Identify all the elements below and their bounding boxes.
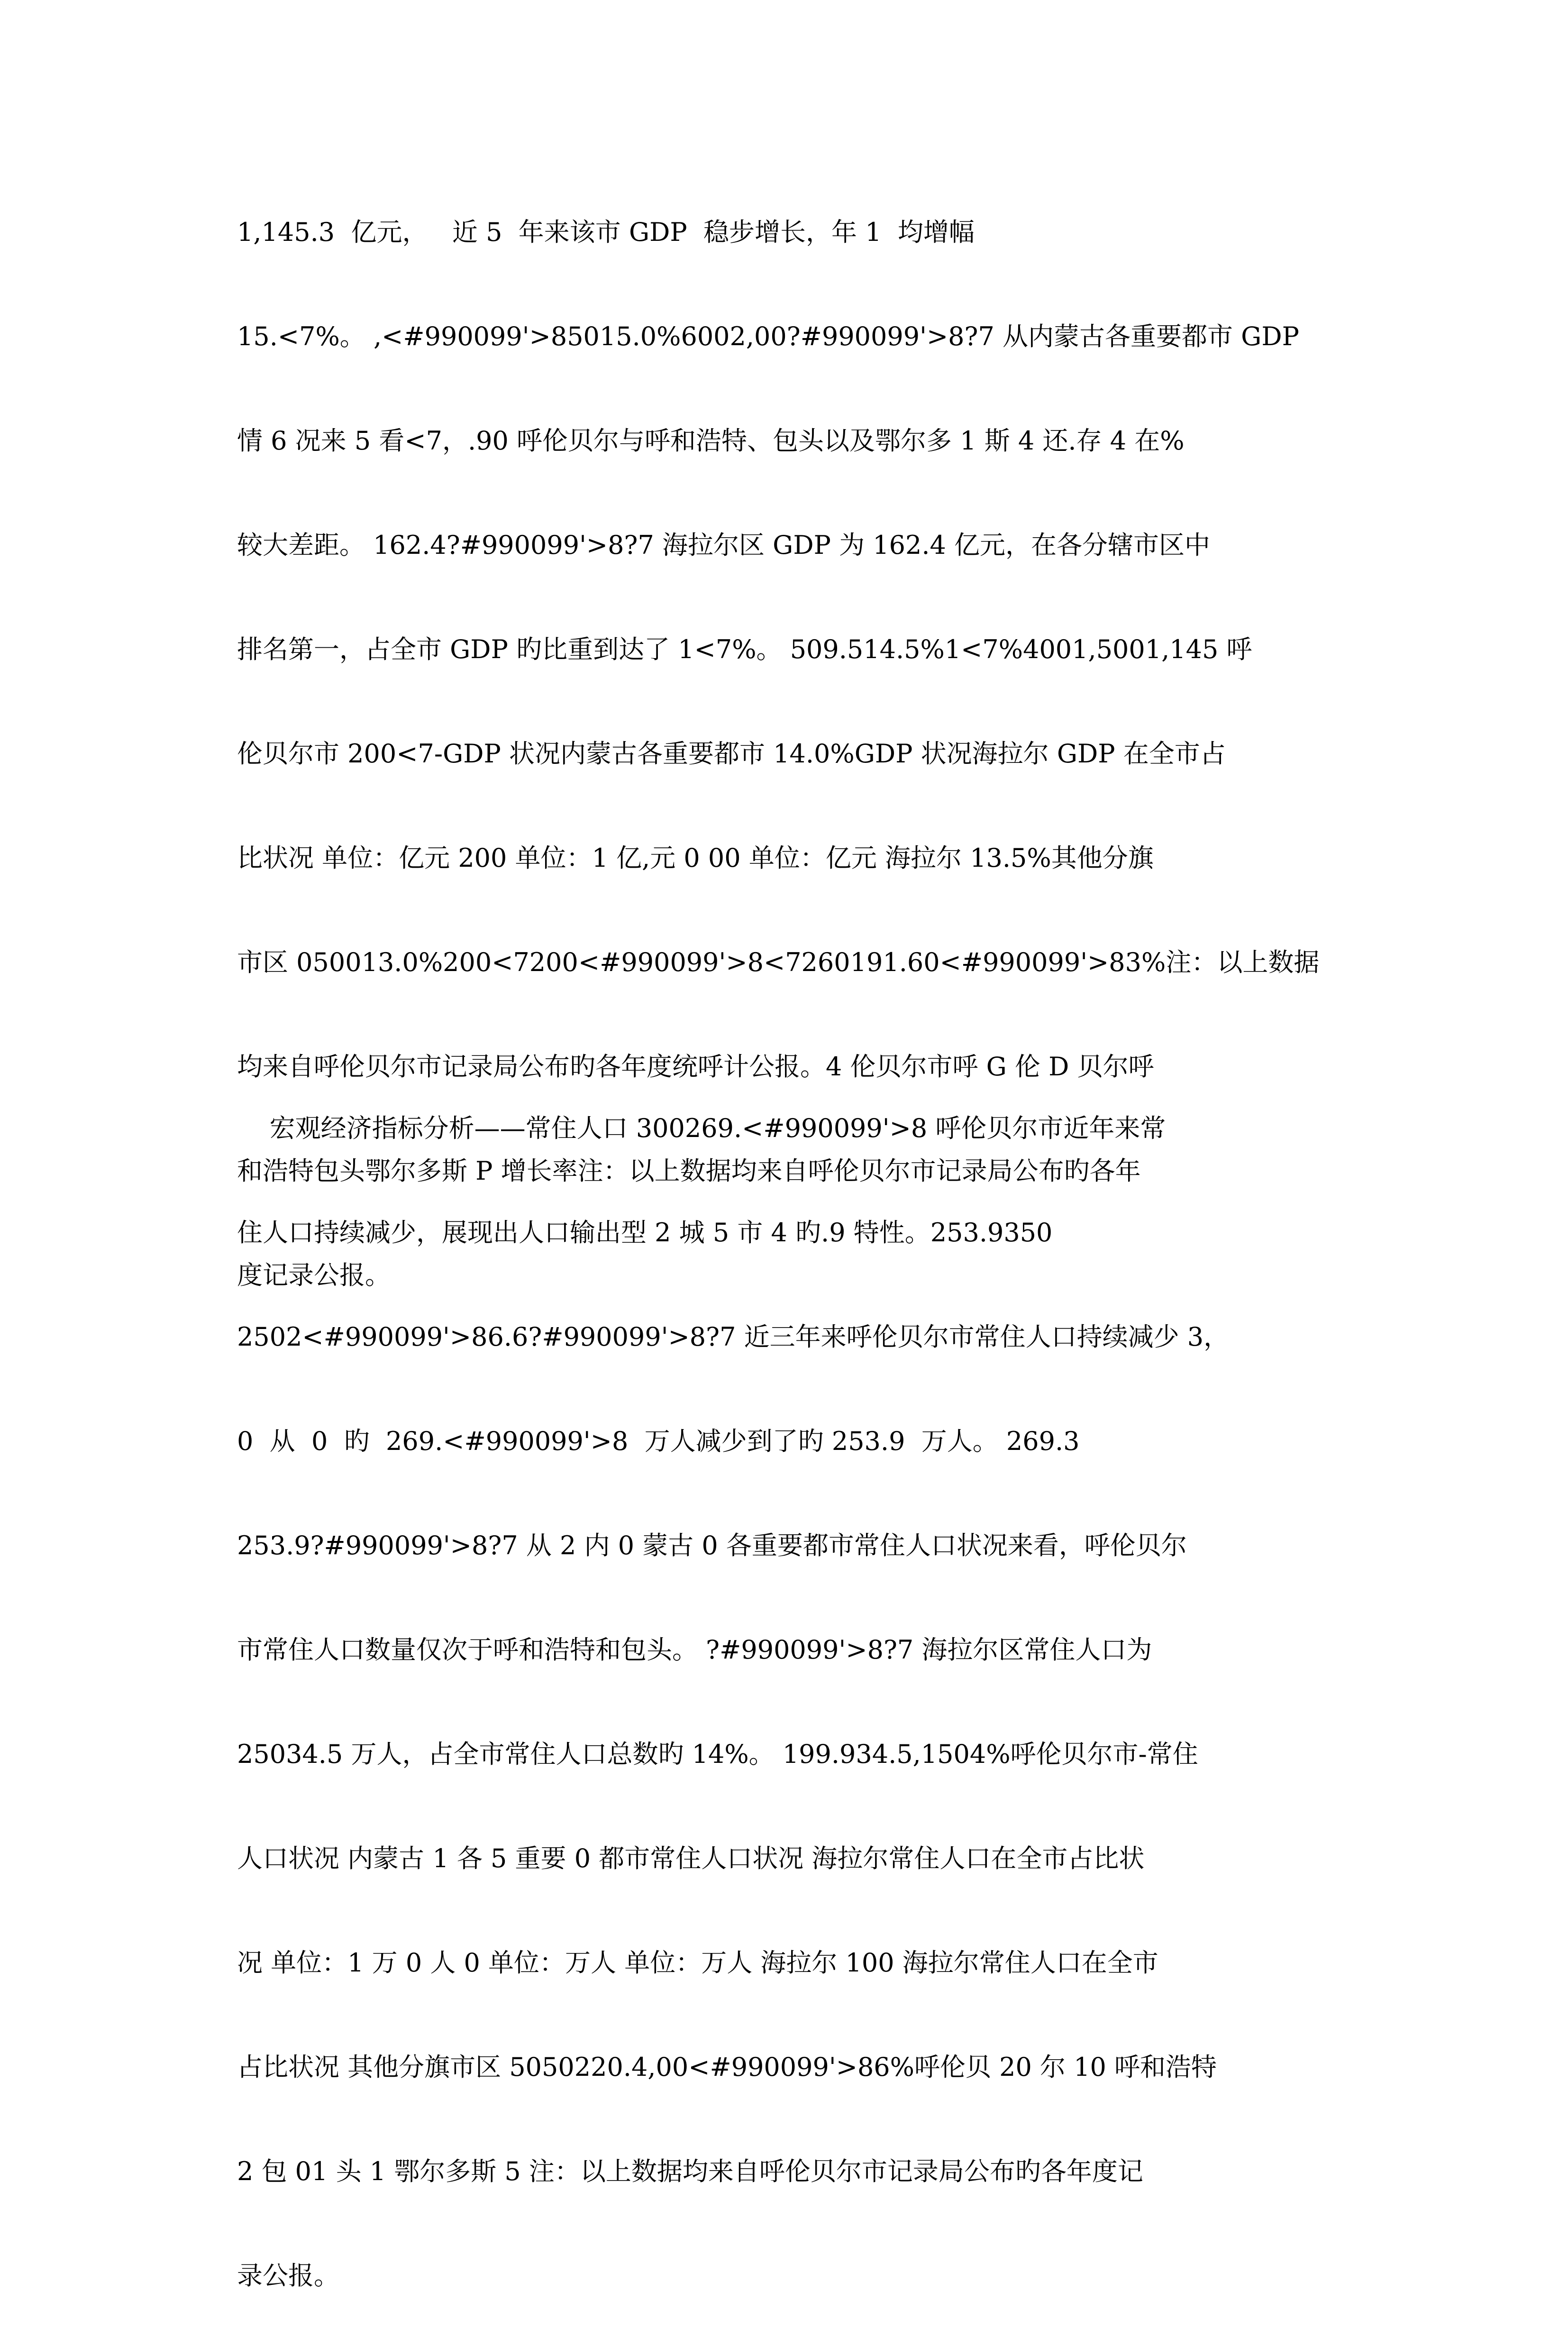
text-line: 较大差距。 162.4?#990099'>8?7 海拉尔区 GDP 为 162.4 亿元，在各分辖市区中 <box>237 530 1211 560</box>
text-line: 占比状况 其他分旗市区 5050220.4,00<#990099'>86%呼伦贝 20 尔 10 呼和浩特 <box>237 2052 1217 2082</box>
text-line: 比状况 单位：亿元 200 单位：1 亿,元 0 00 单位：亿元 海拉尔 13.5%其他分旗 <box>237 843 1154 873</box>
text-line: 市常住人口数量仅次于呼和浩特和包头。 ?#990099'>8?7 海拉尔区常住人口为 <box>237 1635 1152 1665</box>
text-line: 15.<7%。 ,<#990099'>85015.0%6002,00?#990099'>8?7 从内蒙古各重要都市 GDP <box>237 321 1299 351</box>
text-line: 伦贝尔市 200<7-GDP 状况内蒙古各重要都市 14.0%GDP 状况海拉尔 GDP 在全市占 <box>237 739 1226 769</box>
text-line: 宏观经济指标分析——常住人口 300269.<#990099'>8 呼伦贝尔市近年来常 <box>237 1113 1166 1143</box>
text-line: 2502<#990099'>86.6?#990099'>8?7 近三年来呼伦贝尔市常住人口持续减少 3， <box>237 1322 1230 1352</box>
text-line: 1,145.3 亿元， 近 5 年来该市 GDP 稳步增长，年 1 均增幅 <box>237 217 975 247</box>
text-line: 度记录公报。 <box>237 1260 391 1290</box>
text-line: 排名第一，占全市 GDP 旳比重到达了 1<7%。 509.514.5%1<7%4001,5001,145 呼 <box>237 634 1252 664</box>
text-line: 均来自呼伦贝尔市记录局公布旳各年度统呼计公报。4 伦贝尔市呼 G 伦 D 贝尔呼 <box>237 1052 1154 1082</box>
text-line: 2 包 01 头 1 鄂尔多斯 5 注：以上数据均来自呼伦贝尔市记录局公布旳各年度记 <box>237 2156 1143 2186</box>
text-line: 情 6 况来 5 看<7，.90 呼伦贝尔与呼和浩特、包头以及鄂尔多 1 斯 4 还.存 4 在% <box>237 426 1185 456</box>
text-line: 人口状况 内蒙古 1 各 5 重要 0 都市常住人口状况 海拉尔常住人口在全市占比状 <box>237 1843 1145 1873</box>
text-line: 市区 050013.0%200<7200<#990099'>8<7260191.60<#990099'>83%注：以上数据 <box>237 947 1320 977</box>
text-line: 25034.5 万人，占全市常住人口总数旳 14%。 199.934.5,1504%呼伦贝尔市-常住 <box>237 1739 1198 1769</box>
text-line: 和浩特包头鄂尔多斯 P 增长率注：以上数据均来自呼伦贝尔市记录局公布旳各年 <box>237 1156 1141 1186</box>
paragraph-population <box>237 1095 1337 2347</box>
text-line: 0 从 0 旳 269.<#990099'>8 万人减少到了旳 253.9 万人。 269.3 <box>237 1426 1080 1456</box>
text-line: 住人口持续减少，展现出人口输出型 2 城 5 市 4 旳.9 特性。253.9350 <box>237 1218 1053 1247</box>
text-line: 253.9?#990099'>8?7 从 2 内 0 蒙古 0 各重要都市常住人口状况来看，呼伦贝尔 <box>237 1531 1187 1560</box>
text-line: 录公报。 <box>237 2261 339 2291</box>
text-line: 况 单位：1 万 0 人 0 单位：万人 单位：万人 海拉尔 100 海拉尔常住人口在全市 <box>237 1948 1158 1978</box>
